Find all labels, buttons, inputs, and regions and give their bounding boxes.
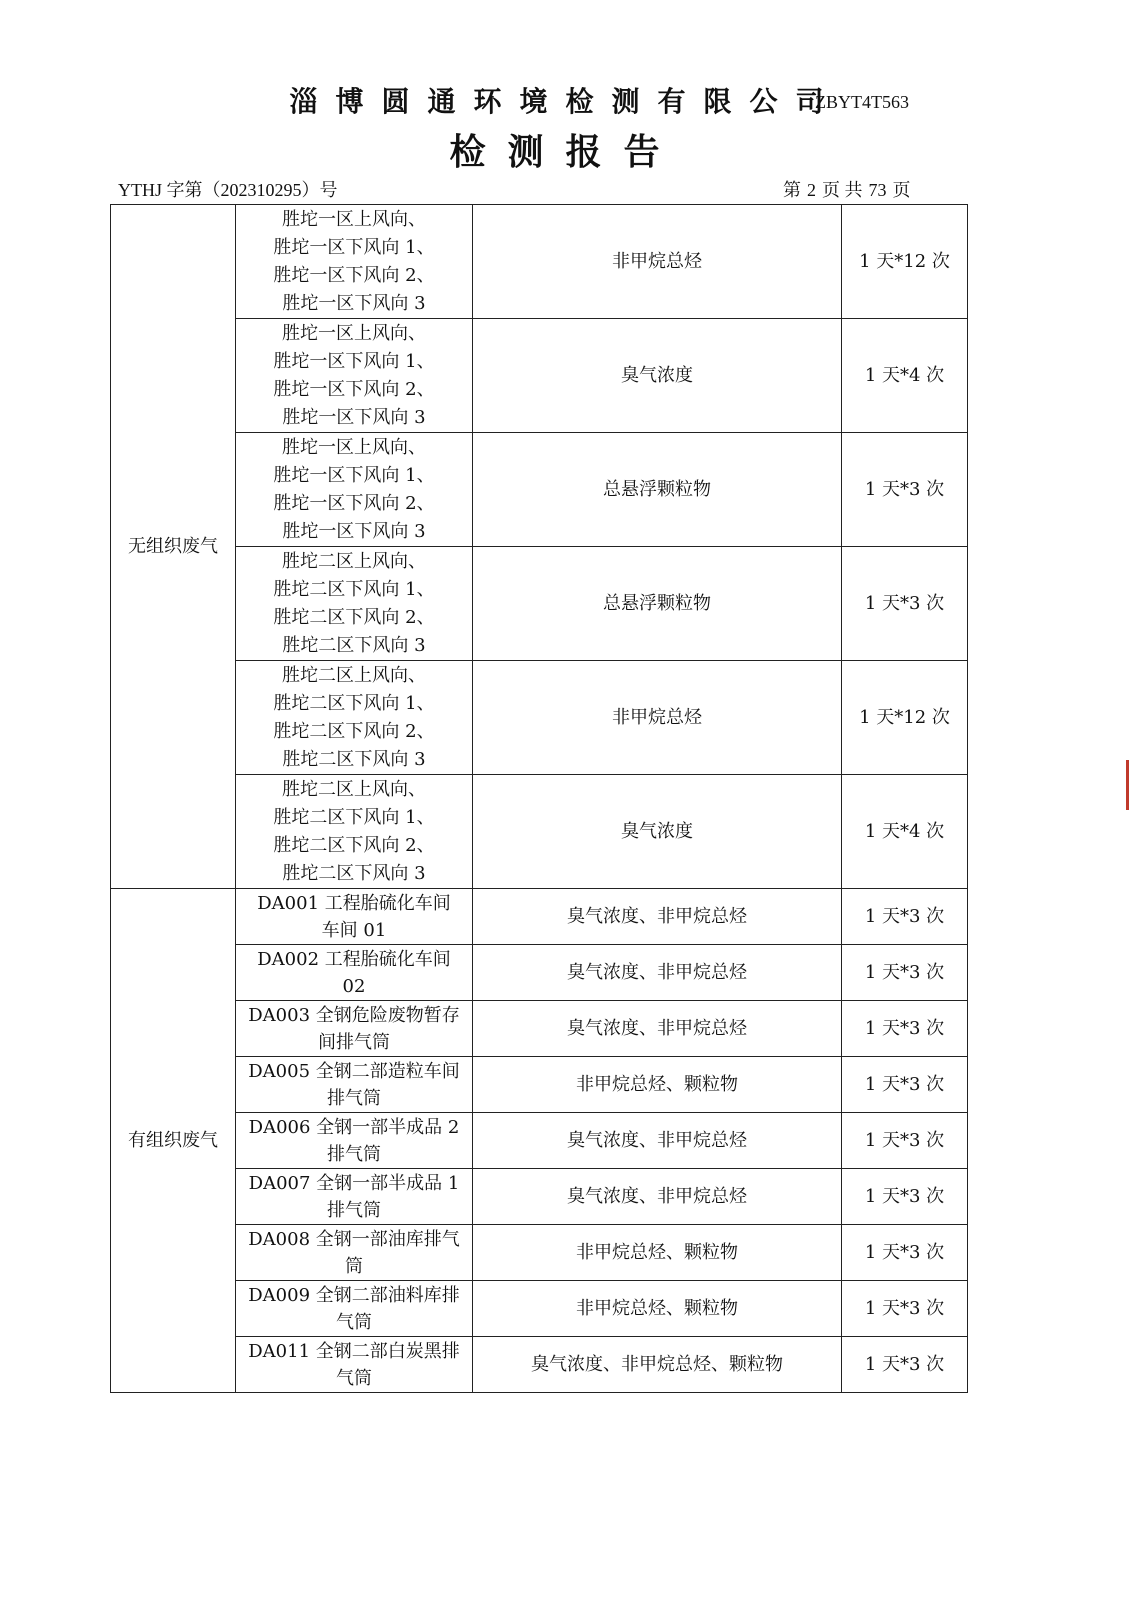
table-row	[111, 661, 968, 775]
monitoring-point-cell	[236, 1225, 473, 1281]
test-items-cell: 臭气浓度	[473, 775, 842, 889]
page-label-post: 页	[892, 180, 911, 200]
monitoring-point-line: 胜坨二区上风向、	[282, 664, 426, 686]
monitoring-point-line: 胜坨二区下风向 2、	[273, 606, 435, 628]
document-number: ZBYT4T563	[815, 92, 909, 112]
table-row	[111, 1113, 968, 1169]
monitoring-point-line: 胜坨一区下风向 1、	[273, 464, 435, 486]
monitoring-point-cell	[236, 319, 473, 433]
page-label-mid: 页 共	[822, 180, 863, 200]
monitoring-point-line: 胜坨一区下风向 3	[282, 520, 426, 542]
table-row	[111, 945, 968, 1001]
test-items-cell: 臭气浓度、非甲烷总烃	[473, 889, 842, 945]
test-items-cell: 非甲烷总烃、颗粒物	[473, 1057, 842, 1113]
test-items-cell: 臭气浓度、非甲烷总烃	[473, 945, 842, 1001]
page-total: 73	[868, 180, 887, 200]
monitoring-point-line: 排气筒	[327, 1143, 381, 1165]
table-row	[111, 1281, 968, 1337]
monitoring-point-line: 胜坨一区下风向 2、	[273, 264, 435, 286]
monitoring-point-line: 胜坨二区下风向 1、	[273, 806, 435, 828]
monitoring-point-cell	[236, 433, 473, 547]
monitoring-point-line: 胜坨二区上风向、	[282, 550, 426, 572]
table-row	[111, 1337, 968, 1393]
frequency-cell: 1 天*3 次	[842, 1057, 968, 1113]
frequency-cell: 1 天*4 次	[842, 319, 968, 433]
monitoring-point-line: 胜坨二区下风向 2、	[273, 720, 435, 742]
monitoring-point-cell	[236, 661, 473, 775]
table-row	[111, 889, 968, 945]
monitoring-point-line: 02	[342, 975, 366, 997]
test-items-cell: 非甲烷总烃、颗粒物	[473, 1225, 842, 1281]
test-items-cell: 总悬浮颗粒物	[473, 433, 842, 547]
company-name: 淄博圆通环境检测有限公司	[289, 85, 842, 118]
page-indicator	[780, 176, 914, 202]
monitoring-point-line: 胜坨一区下风向 3	[282, 292, 426, 314]
monitoring-point-line: 排气筒	[327, 1087, 381, 1109]
test-items-cell: 非甲烷总烃	[473, 205, 842, 319]
table-row	[111, 1057, 968, 1113]
report-reference-number: YTHJ 字第（202310295）号	[118, 180, 338, 200]
monitoring-point-line: DA006 全钢一部半成品 2	[248, 1116, 460, 1138]
frequency-cell: 1 天*3 次	[842, 945, 968, 1001]
frequency-cell: 1 天*4 次	[842, 775, 968, 889]
frequency-cell: 1 天*3 次	[842, 1001, 968, 1057]
frequency-cell: 1 天*3 次	[842, 547, 968, 661]
test-items-cell: 总悬浮颗粒物	[473, 547, 842, 661]
monitoring-point-line: DA003 全钢危险废物暂存	[248, 1004, 460, 1026]
frequency-cell: 1 天*3 次	[842, 1337, 968, 1393]
monitoring-point-line: 胜坨一区上风向、	[282, 322, 426, 344]
monitoring-point-line: 胜坨一区下风向 2、	[273, 378, 435, 400]
monitoring-point-line: 筒	[345, 1255, 363, 1277]
monitoring-point-line: DA009 全钢二部油料库排	[248, 1284, 460, 1306]
frequency-cell: 1 天*3 次	[842, 889, 968, 945]
test-items-cell: 非甲烷总烃	[473, 661, 842, 775]
monitoring-point-cell	[236, 205, 473, 319]
table-row	[111, 1001, 968, 1057]
test-items-cell: 臭气浓度、非甲烷总烃	[473, 1169, 842, 1225]
monitoring-point-line: 气筒	[336, 1311, 372, 1333]
test-items-cell: 臭气浓度、非甲烷总烃	[473, 1113, 842, 1169]
monitoring-point-line: 胜坨一区下风向 1、	[273, 350, 435, 372]
table-row	[111, 1225, 968, 1281]
monitoring-point-cell	[236, 775, 473, 889]
monitoring-point-line: 胜坨一区下风向 3	[282, 406, 426, 428]
table-row	[111, 775, 968, 889]
page-label-pre: 第	[783, 180, 801, 200]
monitoring-point-line: DA005 全钢二部造粒车间	[248, 1060, 460, 1082]
monitoring-point-line: 车间 01	[321, 919, 387, 941]
monitoring-point-line: DA011 全钢二部白炭黑排	[248, 1340, 460, 1362]
monitoring-point-line: 胜坨二区下风向 3	[282, 748, 426, 770]
table-row	[111, 1169, 968, 1225]
frequency-cell: 1 天*12 次	[842, 661, 968, 775]
monitoring-point-cell	[236, 1281, 473, 1337]
monitoring-point-cell	[236, 889, 473, 945]
test-items-cell: 臭气浓度	[473, 319, 842, 433]
monitoring-point-line: 胜坨一区下风向 2、	[273, 492, 435, 514]
monitoring-point-cell	[236, 945, 473, 1001]
monitoring-point-cell	[236, 1169, 473, 1225]
monitoring-point-line: DA007 全钢一部半成品 1	[248, 1172, 460, 1194]
monitoring-point-line: 胜坨二区下风向 3	[282, 862, 426, 884]
test-items-cell: 非甲烷总烃、颗粒物	[473, 1281, 842, 1337]
margin-mark	[1126, 760, 1129, 810]
table-body	[111, 205, 968, 1393]
monitoring-point-line: DA008 全钢一部油库排气	[248, 1228, 460, 1250]
monitoring-point-cell	[236, 1113, 473, 1169]
category-cell: 无组织废气	[111, 205, 236, 889]
table-row	[111, 547, 968, 661]
monitoring-point-line: 胜坨二区下风向 3	[282, 634, 426, 656]
report-title: 检测报告	[449, 132, 682, 173]
table-row	[111, 205, 968, 319]
monitoring-point-line: 胜坨二区下风向 2、	[273, 834, 435, 856]
category-cell: 有组织废气	[111, 889, 236, 1393]
monitoring-point-cell	[236, 547, 473, 661]
frequency-cell: 1 天*3 次	[842, 1169, 968, 1225]
monitoring-point-line: 排气筒	[327, 1199, 381, 1221]
frequency-cell: 1 天*12 次	[842, 205, 968, 319]
monitoring-point-line: 胜坨二区下风向 1、	[273, 692, 435, 714]
monitoring-point-line: 胜坨二区下风向 1、	[273, 578, 435, 600]
monitoring-point-line: 胜坨一区下风向 1、	[273, 236, 435, 258]
frequency-cell: 1 天*3 次	[842, 433, 968, 547]
frequency-cell: 1 天*3 次	[842, 1225, 968, 1281]
monitoring-point-line: 气筒	[336, 1367, 372, 1389]
monitoring-point-line: DA002 工程胎硫化车间	[257, 948, 451, 970]
table-row	[111, 319, 968, 433]
monitoring-point-line: 胜坨二区上风向、	[282, 778, 426, 800]
monitoring-point-cell	[236, 1057, 473, 1113]
monitoring-point-line: 间排气筒	[318, 1031, 390, 1053]
monitoring-plan-table	[110, 204, 968, 1393]
monitoring-point-cell	[236, 1001, 473, 1057]
monitoring-point-line: 胜坨一区上风向、	[282, 436, 426, 458]
test-items-cell: 臭气浓度、非甲烷总烃	[473, 1001, 842, 1057]
table-row	[111, 433, 968, 547]
monitoring-point-cell	[236, 1337, 473, 1393]
frequency-cell: 1 天*3 次	[842, 1113, 968, 1169]
monitoring-point-line: DA001 工程胎硫化车间	[257, 892, 451, 914]
frequency-cell: 1 天*3 次	[842, 1281, 968, 1337]
page-current: 2	[807, 180, 816, 200]
monitoring-point-line: 胜坨一区上风向、	[282, 208, 426, 230]
test-items-cell: 臭气浓度、非甲烷总烃、颗粒物	[473, 1337, 842, 1393]
